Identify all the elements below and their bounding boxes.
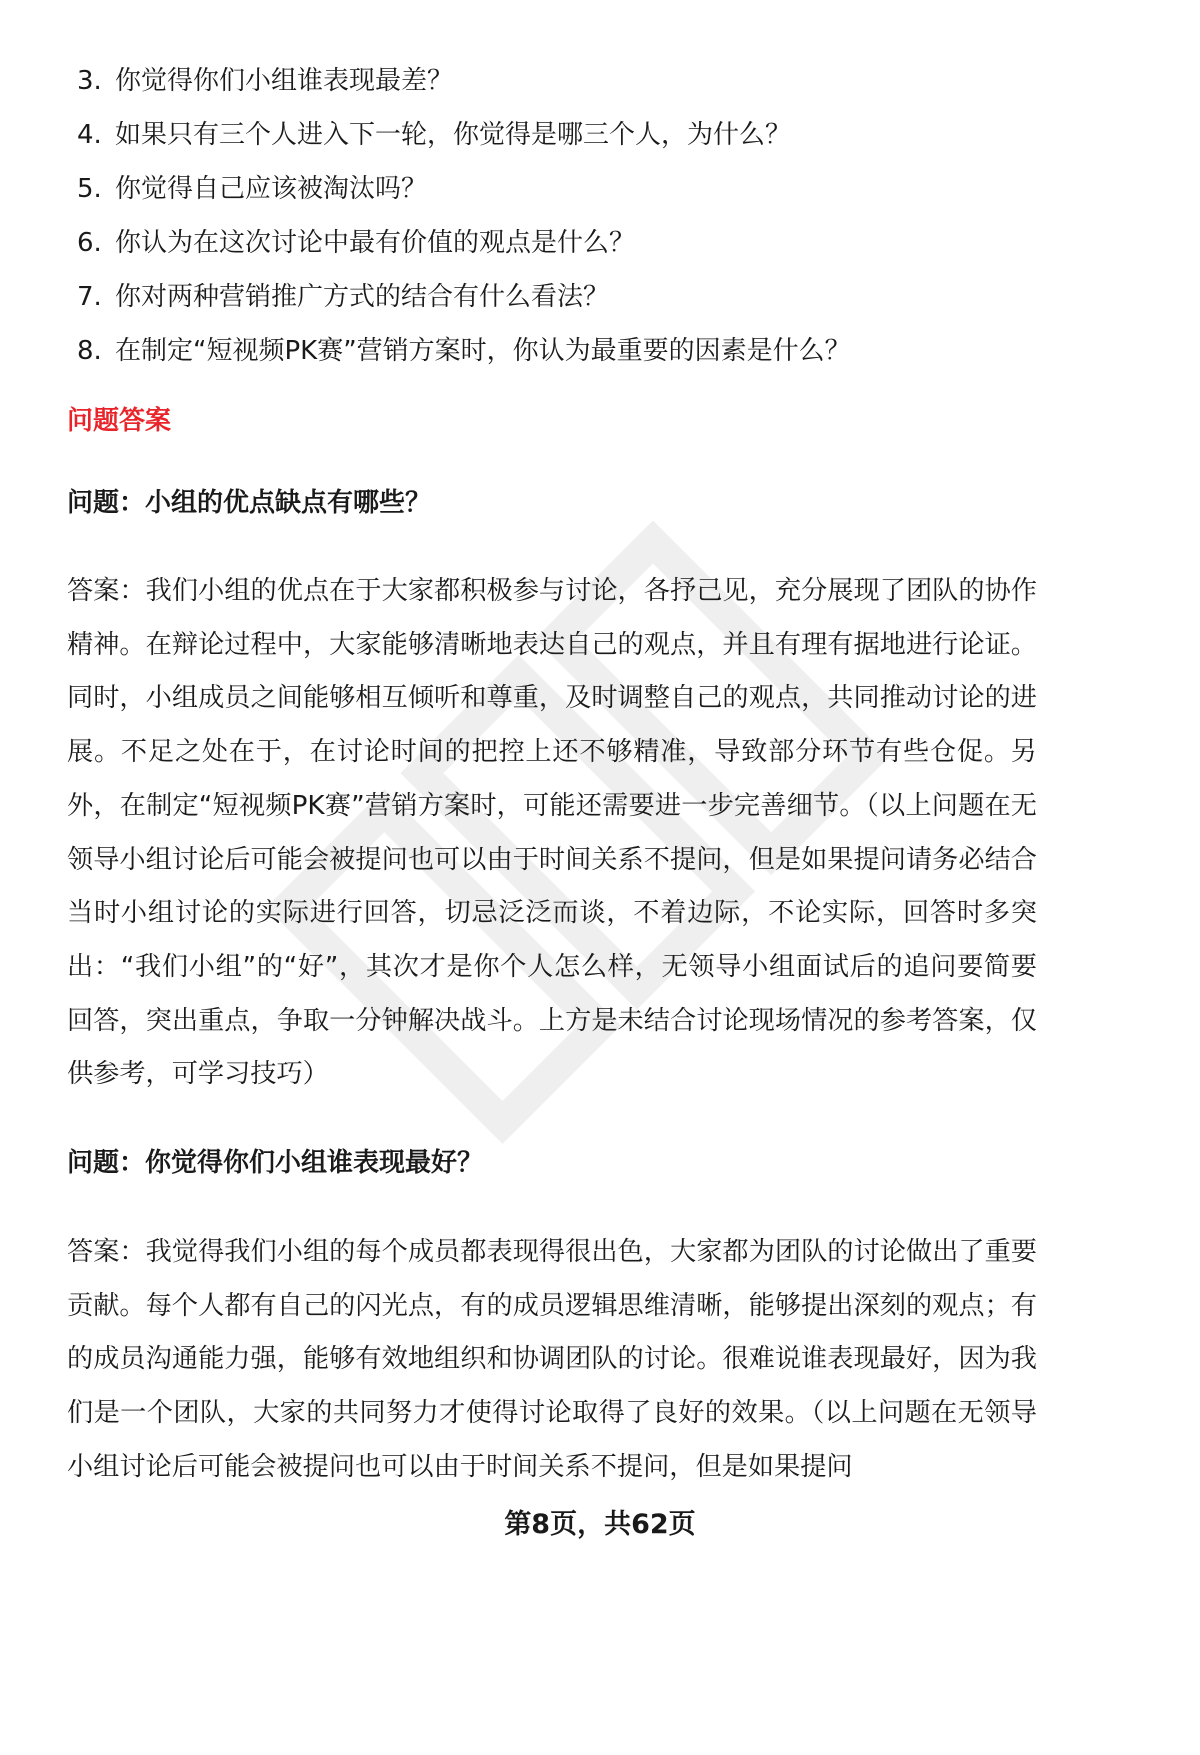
item-text: 如果只有三个人进入下一轮，你觉得是哪三个人，为什么？ [115,120,792,150]
list-item [67,58,1037,112]
question-heading: 问题：小组的优点缺点有哪些？ [67,488,432,518]
answer-paragraph: 答案：我们小组的优点在于大家都积极参与讨论，各抒己见，充分展现了团队的协作精神。在辩论过程中，大家能够清晰地表达自己的观点，并且有理有据地进行论证。同时，小组成员之间能够相互倾听和尊重，及时调整自己的观点，共同推动讨论的进展。不足之处在于，在讨论时间的把控上还不够精准，导致部分环节有些仓促。另外，在制定“短视频PK赛”营销方案时，可能还需要进一步完善细节。（以上问题在无领导小组讨论后可能会被提问也可以由于时间关系不提问，但是如果提问请务必结合当时小组讨论的实际进行回答，切忌泛泛而谈，不着边际，不论实际，回答时多突出：“我们小组”的“好”，其次才是你个人怎么样，无领导小组面试后的追问要简要回答，突出重点，争取一分钟解决战斗。上方是未结合讨论现场情况的参考答案，仅供参考，可学习技巧） [67,576,1037,1090]
question-list [67,58,1037,382]
question-heading: 问题：你觉得你们小组谁表现最好？ [67,1148,484,1178]
list-item [67,220,1037,274]
item-number: 5. [77,174,102,204]
list-item [67,112,1037,166]
list-item [67,328,1037,382]
answer-paragraph: 答案：我觉得我们小组的每个成员都表现得很出色，大家都为团队的讨论做出了重要贡献。每个人都有自己的闪光点，有的成员逻辑思维清晰，能够提出深刻的观点；有的成员沟通能力强，能够有效地组织和协调团队的讨论。很难说谁表现最好，因为我们是一个团队，大家的共同努力才使得讨论取得了良好的效果。（以上问题在无领导小组讨论后可能会被提问也可以由于时间关系不提问，但是如果提问 [67,1237,1037,1482]
list-item [67,274,1037,328]
item-number: 6. [77,228,102,258]
item-text: 你认为在这次讨论中最有价值的观点是什么？ [115,228,636,258]
item-text: 你觉得你们小组谁表现最差？ [115,66,454,96]
item-number: 4. [77,120,102,150]
item-number: 7. [77,282,102,312]
item-number: 8. [77,336,102,366]
list-item [67,166,1037,220]
item-text: 你觉得自己应该被淘汰吗？ [115,174,428,204]
item-text: 在制定“短视频PK赛”营销方案时，你认为最重要的因素是什么？ [115,336,851,366]
item-number: 3. [77,66,102,96]
section-title: 问题答案 [67,406,172,436]
page-footer: 第8页，共62页 [504,1509,696,1540]
item-text: 你对两种营销推广方式的结合有什么看法？ [115,282,610,312]
